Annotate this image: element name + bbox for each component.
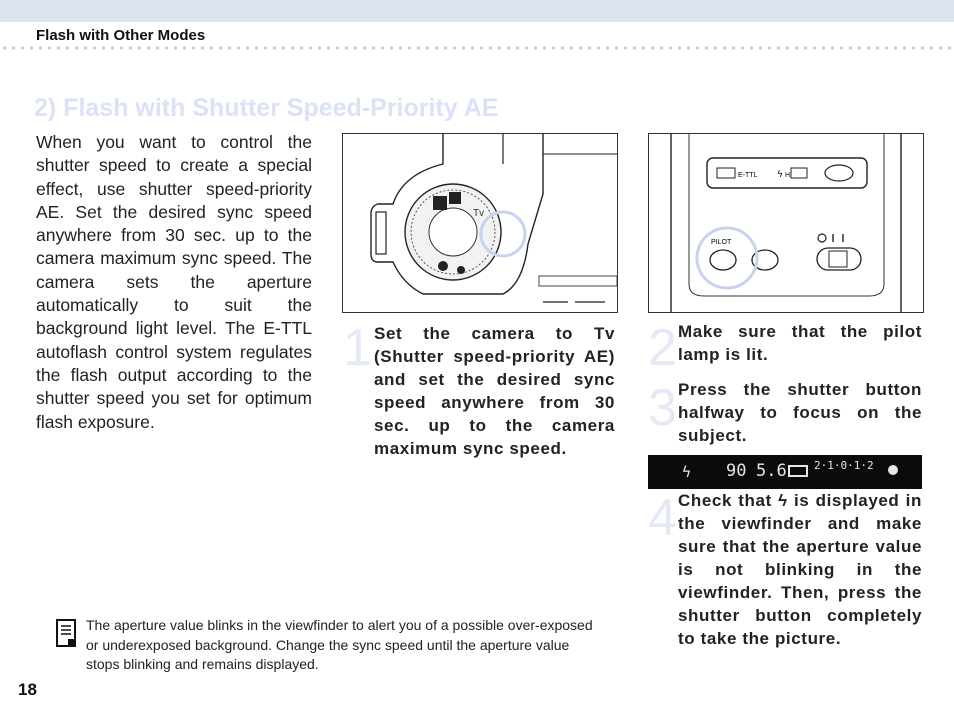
aperture-value: 5.6 [756,461,787,481]
svg-text:ϟ: ϟ [777,170,783,180]
section-header: Flash with Other Modes [36,27,206,44]
step-text-2: Make sure that the pilot lamp is lit. [678,322,922,364]
step-text-3: Press the shutter button halfway to focus on the subject. [678,380,922,445]
viewfinder-display [648,455,922,489]
exposure-scale: 2·1·0·1·2 [814,459,874,472]
flash-ready-icon: ϟ [682,463,692,481]
camera-dial-illustration [342,133,618,313]
flash-panel-illustration [648,133,924,313]
intro-paragraph: When you want to control the shutter speed to create a special effect, use shutter speed-priority AE. Set the desired sync speed anywhere from 30 sec. up to the camera maximum sync speed. The camera sets the aperture automatically to suit the background light level. The E-TTL autoflash control system regulates the flash output according to the shutter speed you set for optimum flash exposure. [36,132,312,432]
focus-confirm-icon [888,465,898,475]
note-icon [56,619,78,654]
step-number-1: 1 [343,319,372,377]
shutter-speed-value: 90 [726,461,747,481]
page-title: 2) Flash with Shutter Speed-Priority AE [34,94,499,122]
step-text-1: Set the camera to Tv (Shutter speed-priority AE) and set the desired sync speed anywhere from 30 sec. up to the camera maximum sync speed. [374,324,615,458]
pilot-label: PILOT [711,239,732,246]
note-text: The aperture value blinks in the viewfinder to alert you of a possible over-exposed or underexposed background. Change the sync speed until the aperture value stops blinking and remains displayed. [86,617,593,672]
bracket-icon [788,465,808,477]
dotted-rule [0,46,954,50]
page-number: 18 [18,680,37,699]
step-number-4: 4 [648,489,677,547]
step-number-3: 3 [648,379,677,437]
step-text-4: Check that ϟ is displayed in the viewfinder and make sure that the aperture value is not blinking in the viewfinder. Then, press the shutter button completely to take the picture. [678,491,922,648]
dial-mode-label: Tv [473,208,485,219]
step-number-2: 2 [648,319,677,377]
ettl-label: E-TTL [738,172,758,179]
top-band [0,0,954,22]
high-speed-label: H [785,172,791,179]
